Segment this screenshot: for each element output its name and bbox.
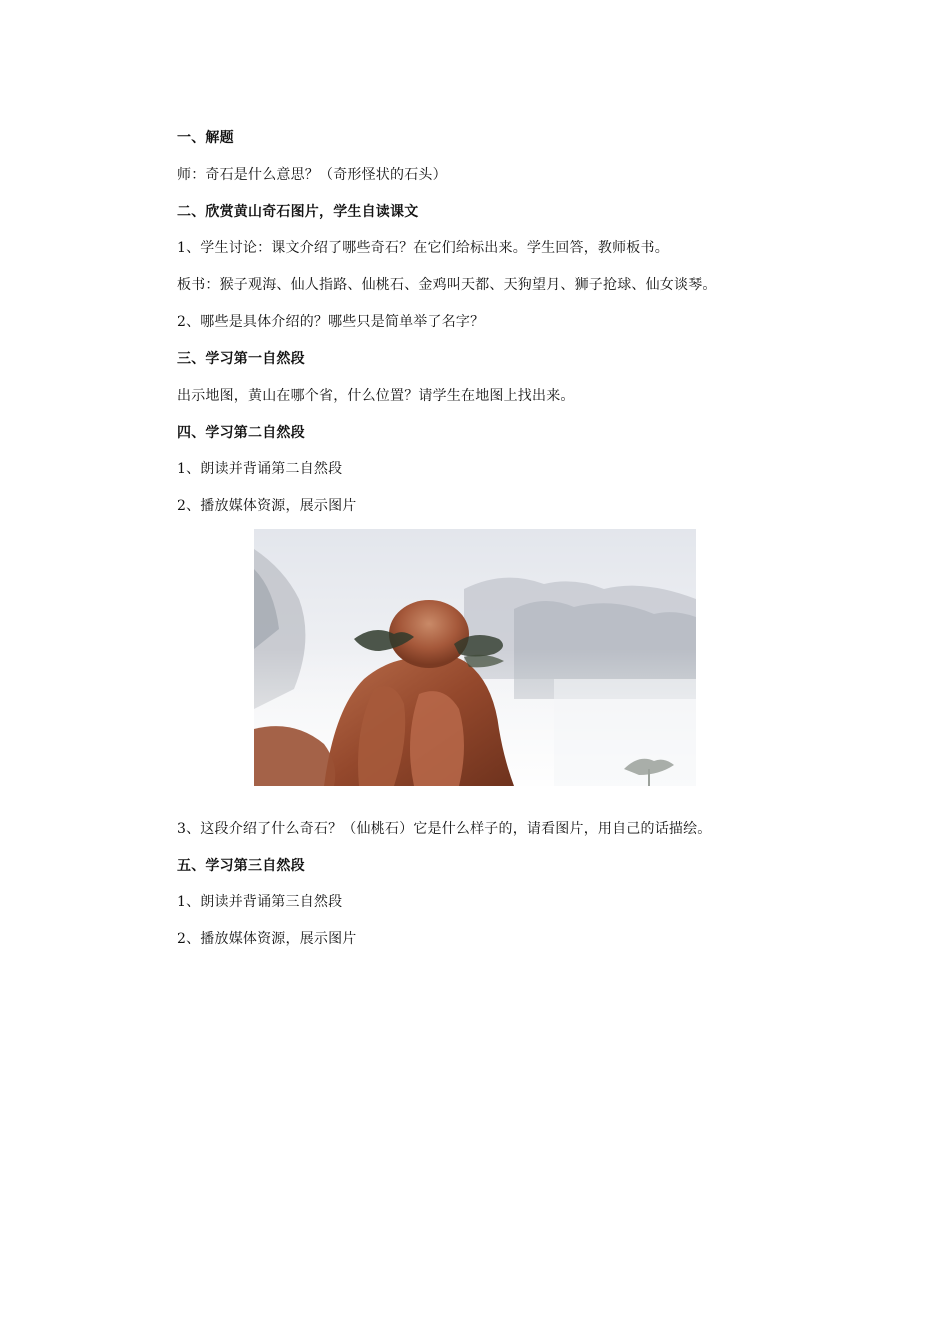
paragraph-line: 出示地图，黄山在哪个省，什么位置？请学生在地图上找出来。 (177, 388, 575, 404)
paragraph-line: 2、播放媒体资源，展示图片 (177, 498, 357, 514)
paragraph-line: 1、朗读并背诵第二自然段 (177, 461, 343, 477)
paragraph-line: 2、播放媒体资源，展示图片 (177, 931, 357, 947)
section-heading-3: 三、学习第一自然段 (177, 351, 305, 367)
section-heading-5: 五、学习第三自然段 (177, 858, 305, 874)
section-heading-2: 二、欣赏黄山奇石图片，学生自读课文 (177, 204, 419, 220)
paragraph-line: 1、朗读并背诵第三自然段 (177, 894, 343, 910)
section-heading-4: 四、学习第二自然段 (177, 425, 305, 441)
paragraph-line: 板书：猴子观海、仙人指路、仙桃石、金鸡叫天都、天狗望月、狮子抢球、仙女谈琴。 (177, 277, 717, 293)
huangshan-peach-rock-image (254, 529, 696, 786)
mist-right (554, 679, 696, 786)
section-heading-1: 一、解题 (177, 130, 234, 146)
paragraph-line: 1、学生讨论：课文介绍了哪些奇石？在它们给标出来。学生回答，教师板书。 (177, 240, 669, 256)
paragraph-line: 3、这段介绍了什么奇石？（仙桃石）它是什么样子的，请看图片，用自己的话描绘。 (177, 821, 712, 837)
rock-column-center (410, 691, 464, 786)
paragraph-line: 2、哪些是具体介绍的？哪些只是简单举了名字？ (177, 314, 485, 330)
landscape-illustration (254, 529, 696, 786)
paragraph-line: 师：奇石是什么意思？（奇形怪状的石头） (177, 167, 447, 183)
